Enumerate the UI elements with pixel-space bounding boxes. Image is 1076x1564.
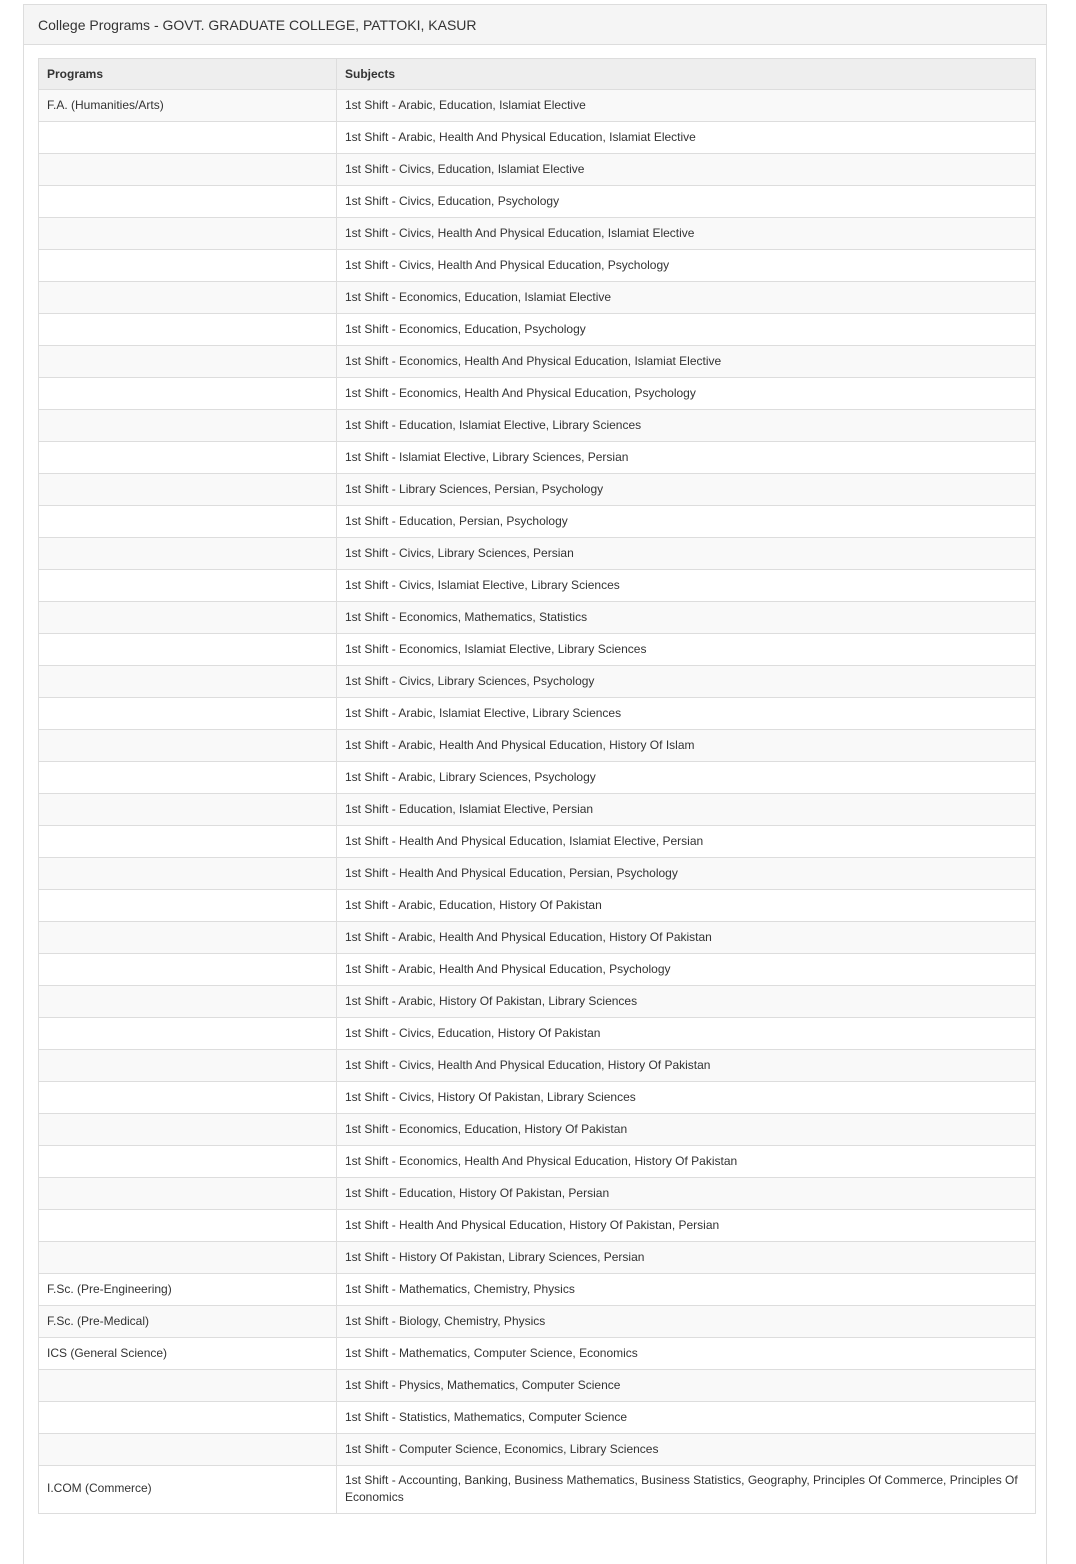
- table-row: [39, 378, 1036, 410]
- table-row: [39, 474, 1036, 506]
- subjects-cell: 1st Shift - Economics, Education, Psychology: [337, 314, 1036, 346]
- table-row: [39, 794, 1036, 826]
- program-cell: [39, 506, 337, 538]
- table-row: [39, 282, 1036, 314]
- program-cell: [39, 954, 337, 986]
- program-cell: I.COM (Commerce): [39, 1466, 337, 1514]
- subjects-cell: 1st Shift - Education, Islamiat Elective, Library Sciences: [337, 410, 1036, 442]
- program-cell: [39, 282, 337, 314]
- program-cell: [39, 186, 337, 218]
- subjects-cell: 1st Shift - Civics, Education, Islamiat Elective: [337, 154, 1036, 186]
- table-row: [39, 218, 1036, 250]
- table-row: [39, 346, 1036, 378]
- program-cell: [39, 602, 337, 634]
- table-row: [39, 1242, 1036, 1274]
- table-row: [39, 1114, 1036, 1146]
- table-row: [39, 506, 1036, 538]
- table-row: [39, 442, 1036, 474]
- program-cell: [39, 346, 337, 378]
- table-row: [39, 890, 1036, 922]
- table-header: [39, 59, 1036, 90]
- subjects-cell: 1st Shift - Economics, Mathematics, Statistics: [337, 602, 1036, 634]
- program-cell: [39, 474, 337, 506]
- table-row: [39, 1306, 1036, 1338]
- program-cell: [39, 762, 337, 794]
- table-row: [39, 314, 1036, 346]
- table-body: [39, 90, 1036, 1514]
- header-programs: Programs: [39, 59, 337, 90]
- subjects-cell: 1st Shift - Civics, Health And Physical Education, Islamiat Elective: [337, 218, 1036, 250]
- program-cell: [39, 986, 337, 1018]
- table-row: [39, 986, 1036, 1018]
- subjects-cell: 1st Shift - Accounting, Banking, Business Mathematics, Business Statistics, Geography, Principles Of Commerce, Principles Of Economics: [337, 1466, 1036, 1514]
- table-row: [39, 1082, 1036, 1114]
- subjects-cell: 1st Shift - Library Sciences, Persian, Psychology: [337, 474, 1036, 506]
- programs-table-wrapper: [38, 58, 1035, 1514]
- table-row: [39, 666, 1036, 698]
- program-cell: [39, 1434, 337, 1466]
- subjects-cell: 1st Shift - Economics, Health And Physical Education, Islamiat Elective: [337, 346, 1036, 378]
- program-cell: [39, 1018, 337, 1050]
- program-cell: [39, 538, 337, 570]
- table-row: [39, 1338, 1036, 1370]
- subjects-cell: 1st Shift - Civics, Education, Psychology: [337, 186, 1036, 218]
- subjects-cell: 1st Shift - Statistics, Mathematics, Computer Science: [337, 1402, 1036, 1434]
- subjects-cell: 1st Shift - Civics, Library Sciences, Persian: [337, 538, 1036, 570]
- program-cell: [39, 378, 337, 410]
- program-cell: [39, 1402, 337, 1434]
- subjects-cell: 1st Shift - Islamiat Elective, Library Sciences, Persian: [337, 442, 1036, 474]
- table-row: [39, 858, 1036, 890]
- program-cell: [39, 314, 337, 346]
- table-row: [39, 154, 1036, 186]
- table-row: [39, 634, 1036, 666]
- program-cell: [39, 858, 337, 890]
- program-cell: F.Sc. (Pre-Engineering): [39, 1274, 337, 1306]
- subjects-cell: 1st Shift - Arabic, History Of Pakistan, Library Sciences: [337, 986, 1036, 1018]
- program-cell: [39, 922, 337, 954]
- subjects-cell: 1st Shift - Arabic, Health And Physical Education, History Of Pakistan: [337, 922, 1036, 954]
- subjects-cell: 1st Shift - Mathematics, Computer Science, Economics: [337, 1338, 1036, 1370]
- program-cell: [39, 1082, 337, 1114]
- program-cell: [39, 794, 337, 826]
- subjects-cell: 1st Shift - Economics, Education, History Of Pakistan: [337, 1114, 1036, 1146]
- subjects-cell: 1st Shift - Economics, Health And Physical Education, History Of Pakistan: [337, 1146, 1036, 1178]
- program-cell: [39, 442, 337, 474]
- table-row: [39, 730, 1036, 762]
- table-row: [39, 922, 1036, 954]
- program-cell: [39, 1146, 337, 1178]
- subjects-cell: 1st Shift - Civics, Health And Physical Education, History Of Pakistan: [337, 1050, 1036, 1082]
- program-cell: F.A. (Humanities/Arts): [39, 90, 337, 122]
- subjects-cell: 1st Shift - Education, Persian, Psychology: [337, 506, 1036, 538]
- table-row: [39, 1274, 1036, 1306]
- header-subjects: Subjects: [337, 59, 1036, 90]
- program-cell: [39, 1242, 337, 1274]
- table-row: [39, 698, 1036, 730]
- program-cell: [39, 1114, 337, 1146]
- subjects-cell: 1st Shift - Civics, Library Sciences, Psychology: [337, 666, 1036, 698]
- table-row: [39, 1370, 1036, 1402]
- subjects-cell: 1st Shift - Economics, Islamiat Elective, Library Sciences: [337, 634, 1036, 666]
- header-row: [39, 59, 1036, 90]
- table-row: [39, 1178, 1036, 1210]
- program-cell: [39, 1210, 337, 1242]
- subjects-cell: 1st Shift - Computer Science, Economics, Library Sciences: [337, 1434, 1036, 1466]
- subjects-cell: 1st Shift - Biology, Chemistry, Physics: [337, 1306, 1036, 1338]
- subjects-cell: 1st Shift - Mathematics, Chemistry, Physics: [337, 1274, 1036, 1306]
- program-cell: [39, 1370, 337, 1402]
- subjects-cell: 1st Shift - Arabic, Library Sciences, Psychology: [337, 762, 1036, 794]
- table-row: [39, 1146, 1036, 1178]
- table-row: [39, 186, 1036, 218]
- table-row: [39, 762, 1036, 794]
- program-cell: [39, 826, 337, 858]
- table-row: [39, 90, 1036, 122]
- subjects-cell: 1st Shift - Economics, Education, Islamiat Elective: [337, 282, 1036, 314]
- program-cell: F.Sc. (Pre-Medical): [39, 1306, 337, 1338]
- subjects-cell: 1st Shift - Health And Physical Education, Persian, Psychology: [337, 858, 1036, 890]
- subjects-cell: 1st Shift - Arabic, Health And Physical Education, Islamiat Elective: [337, 122, 1036, 154]
- subjects-cell: 1st Shift - History Of Pakistan, Library Sciences, Persian: [337, 1242, 1036, 1274]
- program-cell: [39, 1178, 337, 1210]
- subjects-cell: 1st Shift - Education, Islamiat Elective, Persian: [337, 794, 1036, 826]
- program-cell: [39, 890, 337, 922]
- table-row: [39, 1018, 1036, 1050]
- table-row: [39, 538, 1036, 570]
- subjects-cell: 1st Shift - Health And Physical Education, Islamiat Elective, Persian: [337, 826, 1036, 858]
- table-row: [39, 570, 1036, 602]
- program-cell: ICS (General Science): [39, 1338, 337, 1370]
- subjects-cell: 1st Shift - Civics, Health And Physical Education, Psychology: [337, 250, 1036, 282]
- table-row: [39, 1210, 1036, 1242]
- table-row: [39, 602, 1036, 634]
- table-row: [39, 1402, 1036, 1434]
- programs-panel: [23, 4, 1047, 1564]
- table-row: [39, 1434, 1036, 1466]
- program-cell: [39, 410, 337, 442]
- subjects-cell: 1st Shift - Arabic, Education, History Of Pakistan: [337, 890, 1036, 922]
- subjects-cell: 1st Shift - Physics, Mathematics, Computer Science: [337, 1370, 1036, 1402]
- subjects-cell: 1st Shift - Education, History Of Pakistan, Persian: [337, 1178, 1036, 1210]
- program-cell: [39, 634, 337, 666]
- table-row: [39, 122, 1036, 154]
- programs-table: [38, 58, 1036, 1514]
- program-cell: [39, 218, 337, 250]
- program-cell: [39, 1050, 337, 1082]
- table-row: [39, 954, 1036, 986]
- subjects-cell: 1st Shift - Civics, Education, History Of Pakistan: [337, 1018, 1036, 1050]
- subjects-cell: 1st Shift - Arabic, Education, Islamiat Elective: [337, 90, 1036, 122]
- subjects-cell: 1st Shift - Arabic, Islamiat Elective, Library Sciences: [337, 698, 1036, 730]
- program-cell: [39, 666, 337, 698]
- subjects-cell: 1st Shift - Economics, Health And Physical Education, Psychology: [337, 378, 1036, 410]
- table-row: [39, 1466, 1036, 1514]
- program-cell: [39, 154, 337, 186]
- program-cell: [39, 570, 337, 602]
- subjects-cell: 1st Shift - Arabic, Health And Physical Education, History Of Islam: [337, 730, 1036, 762]
- panel-title: College Programs - GOVT. GRADUATE COLLEGE, PATTOKI, KASUR: [24, 5, 1046, 45]
- program-cell: [39, 122, 337, 154]
- subjects-cell: 1st Shift - Arabic, Health And Physical Education, Psychology: [337, 954, 1036, 986]
- table-row: [39, 250, 1036, 282]
- table-row: [39, 1050, 1036, 1082]
- subjects-cell: 1st Shift - Civics, History Of Pakistan, Library Sciences: [337, 1082, 1036, 1114]
- subjects-cell: 1st Shift - Civics, Islamiat Elective, Library Sciences: [337, 570, 1036, 602]
- subjects-cell: 1st Shift - Health And Physical Education, History Of Pakistan, Persian: [337, 1210, 1036, 1242]
- program-cell: [39, 730, 337, 762]
- table-row: [39, 826, 1036, 858]
- program-cell: [39, 698, 337, 730]
- table-row: [39, 410, 1036, 442]
- program-cell: [39, 250, 337, 282]
